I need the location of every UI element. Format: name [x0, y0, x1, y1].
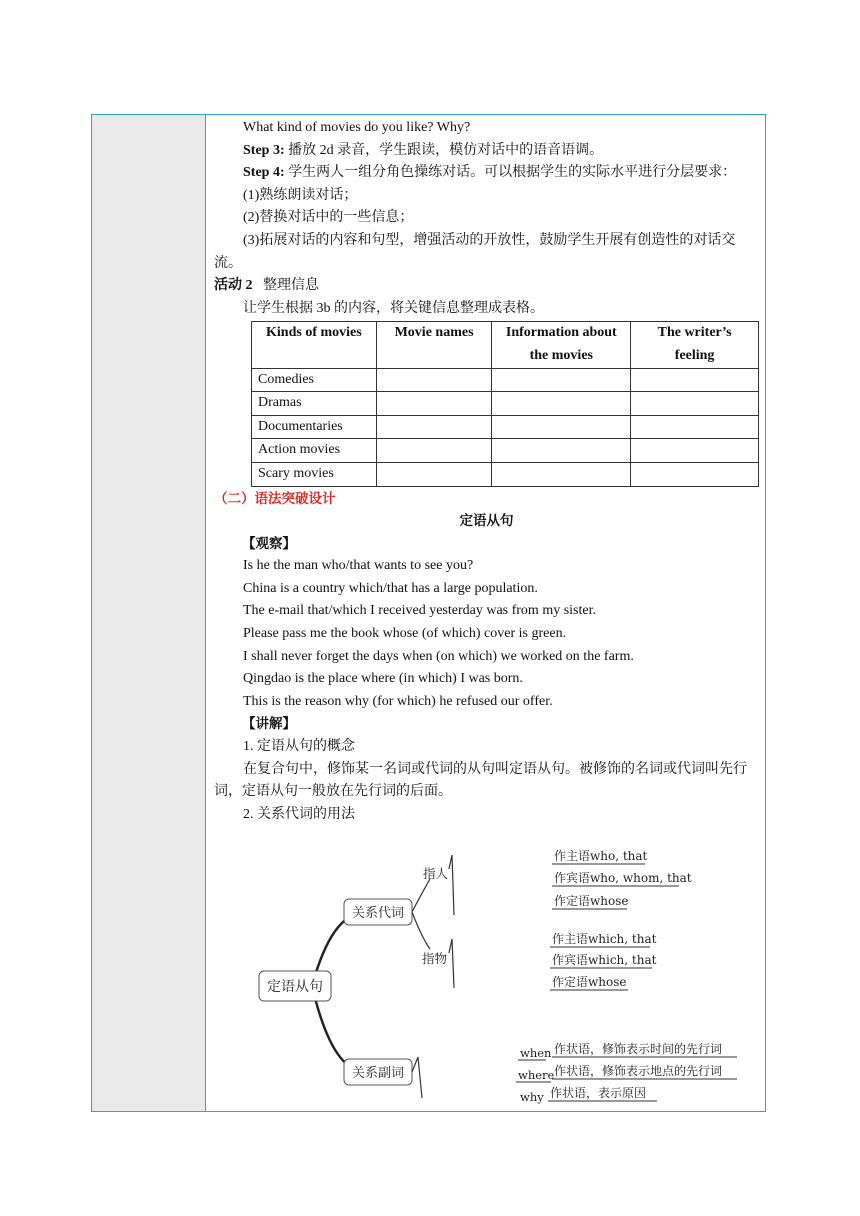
practice-item: (1)熟练朗读对话； — [243, 187, 358, 203]
connector-line — [412, 879, 430, 949]
example-sentence: Please pass me the book whose (of which) cover is green. — [243, 626, 567, 642]
table-header-row — [252, 322, 759, 368]
movie-kind-cell: Documentaries — [252, 415, 377, 439]
empty-cell — [631, 392, 759, 416]
adverb-item: 作状语，修饰表示时间的先行词 — [554, 1042, 723, 1056]
grammar-section-title: （二）语法突破设计 — [214, 490, 336, 507]
thing-item: 作定语whose — [552, 975, 627, 989]
lesson-plan-table — [91, 114, 766, 1112]
movie-info-table — [251, 321, 759, 486]
example-sentence: China is a country which/that has a large population. — [243, 580, 538, 596]
adverb-item: 作状语，表示原因 — [550, 1086, 647, 1100]
adverb-word: why — [520, 1090, 544, 1104]
example-sentence: Qingdao is the place where (in which) I was born. — [243, 671, 523, 687]
person-item: 作定语whose — [554, 894, 629, 908]
empty-cell — [631, 462, 759, 486]
table-header: Kinds of movies — [252, 322, 377, 368]
table-header: Movie names — [376, 322, 492, 368]
table-row — [252, 415, 759, 439]
step-3-label: Step 3: — [243, 142, 285, 158]
adverb-item: 作状语，修饰表示地点的先行词 — [554, 1064, 723, 1078]
adverb-node-label: 关系副词 — [351, 1066, 405, 1081]
example-sentence: The e-mail that/which I received yesterday was from my sister. — [243, 603, 596, 619]
empty-cell — [492, 392, 631, 416]
empty-cell — [631, 415, 759, 439]
label-column — [92, 115, 206, 1111]
empty-cell — [631, 368, 759, 392]
table-row — [252, 439, 759, 463]
empty-cell — [376, 439, 492, 463]
example-sentence: I shall never forget the days when (on which) we worked on the farm. — [243, 648, 634, 664]
example-sentence: Is he the man who/that wants to see you? — [243, 558, 474, 574]
connector-line — [449, 855, 454, 915]
person-item: 作主语who, that — [554, 849, 648, 863]
example-sentence: This is the reason why (for which) he refused our offer. — [243, 693, 553, 709]
lesson-content — [214, 117, 759, 826]
explain-label: 【讲解】 — [242, 716, 296, 733]
point-2-heading: 2. 关系代词的用法 — [243, 806, 355, 822]
step-3-text: 播放 2d 录音，学生跟读，模仿对话中的语音语调。 — [288, 142, 604, 158]
activity-2-title: 整理信息 — [263, 278, 319, 294]
table-row — [252, 462, 759, 486]
movie-kind-cell: Comedies — [252, 368, 377, 392]
movie-kind-cell: Scary movies — [252, 462, 377, 486]
step-3 — [214, 140, 759, 163]
activity-2-label: 活动 2 — [214, 278, 253, 294]
thing-item: 作宾语which, that — [552, 953, 657, 967]
observe-label: 【观察】 — [242, 535, 296, 552]
thing-label: 指物 — [422, 951, 448, 966]
adverb-word: where — [518, 1068, 555, 1082]
thing-item: 作主语which, that — [552, 932, 657, 946]
step-4 — [214, 162, 759, 185]
movie-kind-cell: Dramas — [252, 392, 377, 416]
table-row — [252, 392, 759, 416]
table-header: The writer’s feeling — [631, 322, 759, 368]
empty-cell — [376, 462, 492, 486]
activity-2-heading — [214, 275, 759, 298]
step-4-label: Step 4: — [243, 165, 285, 181]
connector-line — [412, 1057, 422, 1098]
empty-cell — [492, 439, 631, 463]
point-1-heading: 1. 定语从句的概念 — [243, 739, 355, 755]
relative-clause-mindmap — [252, 843, 723, 1104]
person-item: 作宾语who, whom, that — [554, 871, 692, 885]
empty-cell — [376, 392, 492, 416]
empty-cell — [376, 415, 492, 439]
connector-line — [449, 939, 454, 988]
intro-question: What kind of movies do you like? Why? — [243, 120, 471, 135]
empty-cell — [376, 368, 492, 392]
empty-cell — [631, 439, 759, 463]
empty-cell — [492, 415, 631, 439]
empty-cell — [492, 368, 631, 392]
practice-item: (3)拓展对话的内容和句型，增强活动的开放性，鼓励学生开展有创造性的对话交流。 — [214, 232, 736, 271]
root-node-label: 定语从句 — [267, 979, 323, 995]
movie-kind-cell: Action movies — [252, 439, 377, 463]
table-header: Information about the movies — [492, 322, 631, 368]
practice-item: (2)替换对话中的一些信息； — [243, 210, 414, 226]
grammar-topic: 定语从句 — [459, 513, 514, 530]
table-row — [252, 368, 759, 392]
pronoun-node-label: 关系代词 — [351, 906, 405, 921]
activity-2-instruction: 让学生根据 3b 的内容，将关键信息整理成表格。 — [243, 300, 544, 316]
empty-cell — [492, 462, 631, 486]
adverb-word: when — [520, 1046, 552, 1060]
point-1-text: 在复合句中，修饰某一名词或代词的从句叫定语从句。被修饰的名词或代词叫先行词，定语从句一般放在先行词的后面。 — [214, 761, 747, 800]
person-label: 指人 — [423, 866, 449, 881]
step-4-text: 学生两人一组分角色操练对话。可以根据学生的实际水平进行分层要求： — [288, 165, 737, 181]
